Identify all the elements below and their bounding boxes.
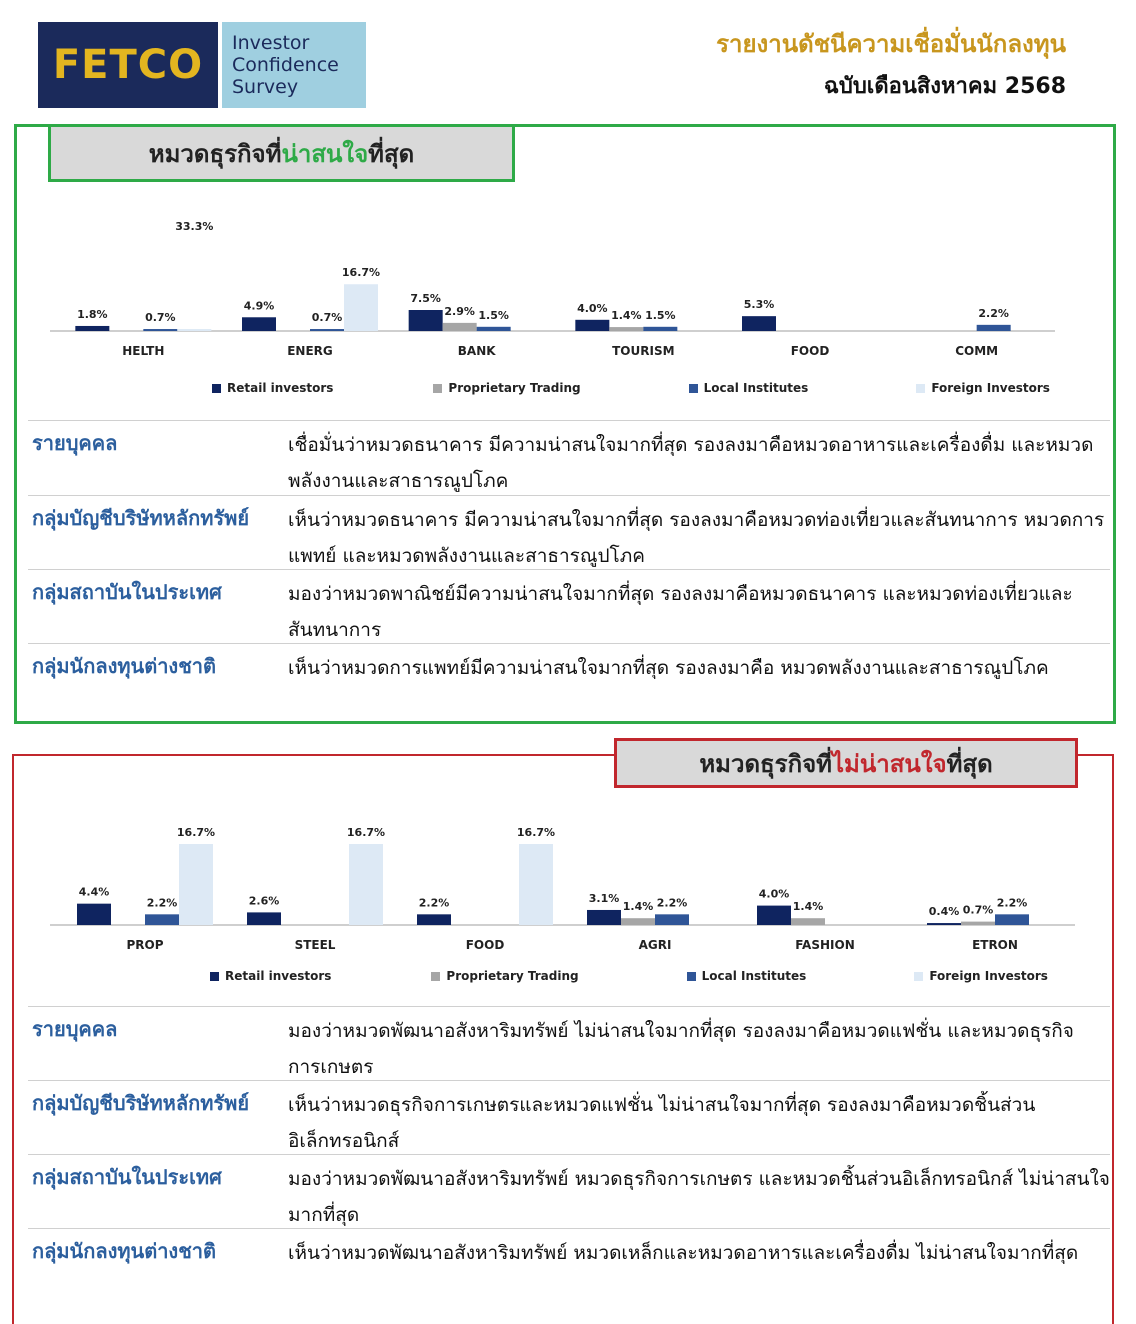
most-heading-pre: หมวดธุรกิจที่ — [148, 139, 282, 168]
most-chart-legend-swatch-prop — [433, 384, 442, 393]
least-chart-category-label-prop: PROP — [126, 938, 164, 952]
least-chart-legend-label-local: Local Institutes — [701, 969, 807, 983]
survey-logo-line2: Confidence — [232, 54, 339, 76]
least-chart-data-label-prop-fashion: 1.4% — [792, 900, 824, 914]
least-row-label: กลุ่มนักลงทุนต่างชาติ — [32, 1239, 216, 1263]
most-chart-bar-local-tourism — [643, 327, 677, 331]
most-chart-data-label-prop-bank: 2.9% — [444, 304, 475, 318]
least-chart-legend-local — [687, 969, 807, 983]
most-row-text: เห็นว่าหมวดการแพทย์มีความน่าสนใจมากที่สุด รองลงมาคือ หมวดพลังงานและสาธารณูปโภค — [288, 657, 1049, 679]
least-row-label: กลุ่มบัญชีบริษัทหลักทรัพย์ — [32, 1091, 250, 1115]
least-chart-bar-foreign-prop — [179, 844, 213, 925]
least-chart-bar-retail-agri — [587, 910, 621, 925]
least-chart-data-label-foreign-food: 16.7% — [516, 826, 556, 840]
most-chart-legend-label-local: Local Institutes — [703, 381, 809, 395]
most-chart-legend-swatch-foreign — [916, 384, 925, 393]
most-chart-bar-foreign-energ — [344, 284, 378, 331]
least-chart-bar-local-etron — [995, 914, 1029, 925]
least-chart-legend-prop — [431, 969, 578, 983]
least-chart-bar-retail-food — [417, 914, 451, 925]
least-chart-bar-local-prop — [145, 914, 179, 925]
fetco-logo — [38, 22, 218, 108]
least-chart-legend-label-prop: Proprietary Trading — [446, 969, 579, 983]
most-chart-legend-swatch-local — [689, 384, 698, 393]
most-interesting-rows — [28, 420, 1110, 717]
most-chart-data-label-local-comm: 2.2% — [978, 306, 1009, 320]
most-chart-category-label-food: FOOD — [790, 344, 830, 358]
least-chart-category-label-fashion: FASHION — [795, 938, 855, 952]
fetco-logo-text: FETCO — [52, 42, 204, 88]
most-chart-data-label-local-helth: 0.7% — [145, 311, 176, 325]
least-chart-legend-label-foreign: Foreign Investors — [929, 969, 1048, 983]
most-chart-data-label-retail-bank: 7.5% — [410, 292, 441, 305]
most-interesting-heading — [48, 124, 515, 182]
most-chart-data-label-local-energ: 0.7% — [311, 311, 343, 325]
least-row — [28, 1154, 1110, 1228]
least-chart-category-label-agri: AGRI — [638, 938, 672, 952]
least-chart-bar-local-agri — [655, 914, 689, 925]
least-chart-data-label-foreign-prop: 16.7% — [176, 826, 216, 840]
most-chart-category-label-helth: HELTH — [122, 344, 165, 358]
most-chart-data-label-local-tourism: 1.5% — [645, 308, 676, 322]
least-chart-data-label-local-etron: 2.2% — [996, 896, 1028, 910]
least-interesting-chart — [50, 800, 1080, 960]
least-chart-data-label-retail-prop: 4.4% — [78, 885, 110, 899]
most-chart-bar-retail-food — [742, 316, 776, 331]
most-chart-bar-local-helth — [143, 329, 177, 331]
report-subtitle: ฉบับเดือนสิงหาคม 2568 — [823, 74, 1066, 99]
most-chart-bar-prop-bank — [443, 323, 477, 331]
least-chart-data-label-retail-agri: 3.1% — [588, 891, 620, 905]
most-heading-highlight: น่าสนใจ — [281, 139, 369, 168]
most-chart-bar-retail-tourism — [575, 320, 609, 331]
least-chart-data-label-prop-etron: 0.7% — [962, 903, 994, 917]
least-chart-data-label-retail-etron: 0.4% — [928, 905, 960, 919]
most-chart-data-label-retail-food: 5.3% — [743, 298, 775, 312]
most-row — [28, 643, 1110, 717]
most-chart-bar-local-energ — [310, 329, 344, 331]
most-row — [28, 495, 1110, 569]
most-chart-data-label-retail-energ: 4.9% — [243, 299, 275, 313]
least-interesting-rows — [28, 1006, 1110, 1302]
least-heading-highlight: ไม่น่าสนใจ — [831, 749, 947, 778]
least-chart-bar-foreign-steel — [349, 844, 383, 925]
most-chart-category-label-comm: COMM — [955, 344, 999, 358]
most-chart-svg — [50, 205, 1060, 365]
least-row-text: เห็นว่าหมวดธุรกิจการเกษตรและหมวดแฟชั่น ไม่น่าสนใจมากที่สุด รองลงมาคือหมวดชิ้นส่วนอิเล็กทรอนิกส์ — [288, 1094, 1036, 1152]
least-chart-svg — [50, 800, 1080, 960]
most-chart-legend-retail — [212, 381, 333, 395]
most-chart-bar-prop-tourism — [609, 327, 643, 331]
least-chart-bar-retail-steel — [247, 912, 281, 925]
most-heading-post: ที่สุด — [368, 139, 415, 168]
most-row — [28, 569, 1110, 643]
most-chart-legend-swatch-retail — [212, 384, 221, 393]
least-chart-legend-swatch-foreign — [914, 972, 923, 981]
most-chart-legend-prop — [433, 381, 580, 395]
least-row-text: มองว่าหมวดพัฒนาอสังหาริมทรัพย์ หมวดธุรกิจการเกษตร และหมวดชิ้นส่วนอิเล็กทรอนิกส์ ไม่น่าสนใจมากที่สุด — [288, 1168, 1110, 1226]
most-row-text: เห็นว่าหมวดธนาคาร มีความน่าสนใจมากที่สุด รองลงมาคือหมวดท่องเที่ยวและสันทนาการ หมวดการแพทย์ และหมวดพลังงานและสาธารณูปโภค — [288, 509, 1105, 567]
least-row — [28, 1228, 1110, 1302]
most-chart-legend-label-prop: Proprietary Trading — [448, 381, 581, 395]
report-title: รายงานดัชนีความเชื่อมั่นนักลงทุน — [716, 30, 1066, 58]
most-row-label: กลุ่มบัญชีบริษัทหลักทรัพย์ — [32, 506, 250, 530]
least-chart-legend-swatch-prop — [431, 972, 440, 981]
least-row-text: เห็นว่าหมวดพัฒนาอสังหาริมทรัพย์ หมวดเหล็กและหมวดอาหารและเครื่องดื่ม ไม่น่าสนใจมากที่สุด — [288, 1242, 1079, 1264]
least-chart-legend-swatch-local — [687, 972, 696, 981]
least-chart-category-label-steel: STEEL — [294, 938, 336, 952]
least-chart-bar-prop-agri — [621, 918, 655, 925]
most-chart-legend-foreign — [916, 381, 1050, 395]
most-chart-bar-retail-helth — [75, 326, 109, 331]
most-chart-bar-local-comm — [977, 325, 1011, 331]
least-chart-data-label-local-prop: 2.2% — [146, 896, 178, 910]
most-chart-data-label-foreign-helth: 33.3% — [175, 219, 214, 233]
most-row-label: กลุ่มนักลงทุนต่างชาติ — [32, 654, 216, 678]
least-chart-data-label-retail-food: 2.2% — [418, 896, 450, 910]
least-chart-data-label-retail-fashion: 4.0% — [758, 887, 790, 901]
most-chart-bar-foreign-helth — [177, 329, 211, 331]
survey-logo — [222, 22, 366, 108]
most-chart-bar-local-bank — [477, 327, 511, 331]
least-row — [28, 1006, 1110, 1080]
least-chart-data-label-prop-agri: 1.4% — [622, 900, 654, 914]
least-chart-legend-retail — [210, 969, 331, 983]
least-chart-legend-foreign — [914, 969, 1048, 983]
most-chart-category-label-energ: ENERG — [287, 344, 333, 358]
least-interesting-heading — [614, 738, 1078, 788]
least-chart-data-label-local-agri: 2.2% — [656, 896, 688, 910]
least-chart-category-label-etron: ETRON — [972, 938, 1018, 952]
least-row-label: รายบุคคล — [32, 1017, 118, 1041]
least-chart-bar-retail-etron — [927, 923, 961, 925]
most-row — [28, 420, 1110, 495]
survey-logo-line1: Investor — [232, 32, 310, 54]
least-chart-data-label-foreign-steel: 16.7% — [346, 826, 386, 840]
least-chart-bar-retail-prop — [77, 904, 111, 925]
least-chart-category-label-food: FOOD — [465, 938, 505, 952]
most-chart-legend — [212, 381, 1050, 395]
most-chart-category-label-bank: BANK — [457, 344, 496, 358]
most-chart-legend-label-retail: Retail investors — [227, 381, 334, 395]
least-chart-data-label-retail-steel: 2.6% — [248, 894, 280, 908]
most-row-label: กลุ่มสถาบันในประเทศ — [32, 580, 222, 604]
most-chart-data-label-foreign-energ: 16.7% — [341, 266, 381, 280]
most-row-text: มองว่าหมวดพาณิชย์มีความน่าสนใจมากที่สุด รองลงมาคือหมวดธนาคาร และหมวดท่องเที่ยวและสันทนาการ — [288, 583, 1073, 641]
most-chart-data-label-local-bank: 1.5% — [478, 308, 509, 322]
most-chart-bar-retail-bank — [409, 310, 443, 331]
most-chart-category-label-tourism: TOURISM — [612, 344, 675, 358]
least-chart-legend-label-retail: Retail investors — [225, 969, 332, 983]
least-chart-legend-swatch-retail — [210, 972, 219, 981]
least-row — [28, 1080, 1110, 1154]
most-chart-data-label-prop-tourism: 1.4% — [611, 309, 642, 323]
survey-logo-line3: Survey — [232, 76, 299, 98]
least-chart-bar-prop-etron — [961, 922, 995, 925]
most-row-text: เชื่อมั่นว่าหมวดธนาคาร มีความน่าสนใจมากที่สุด รองลงมาคือหมวดอาหารและเครื่องดื่ม และหมวดพลังงานและสาธารณูปโภค — [288, 434, 1094, 492]
most-chart-data-label-retail-helth: 1.8% — [77, 307, 108, 321]
least-row-label: กลุ่มสถาบันในประเทศ — [32, 1165, 222, 1189]
most-interesting-chart — [50, 205, 1060, 365]
most-chart-legend-label-foreign: Foreign Investors — [931, 381, 1050, 395]
most-chart-data-label-retail-tourism: 4.0% — [577, 301, 608, 315]
least-chart-legend — [210, 969, 1048, 983]
most-chart-bar-retail-energ — [242, 317, 276, 331]
least-chart-bar-retail-fashion — [757, 906, 791, 925]
least-heading-post: ที่สุด — [946, 749, 993, 778]
least-chart-bar-prop-fashion — [791, 918, 825, 925]
least-row-text: มองว่าหมวดพัฒนาอสังหาริมทรัพย์ ไม่น่าสนใจมากที่สุด รองลงมาคือหมวดแฟชั่น และหมวดธุรกิจการเกษตร — [288, 1020, 1074, 1078]
least-heading-pre: หมวดธุรกิจที่ — [699, 749, 832, 778]
most-row-label: รายบุคคล — [32, 431, 118, 455]
least-chart-bar-foreign-food — [519, 844, 553, 925]
most-chart-legend-local — [689, 381, 809, 395]
